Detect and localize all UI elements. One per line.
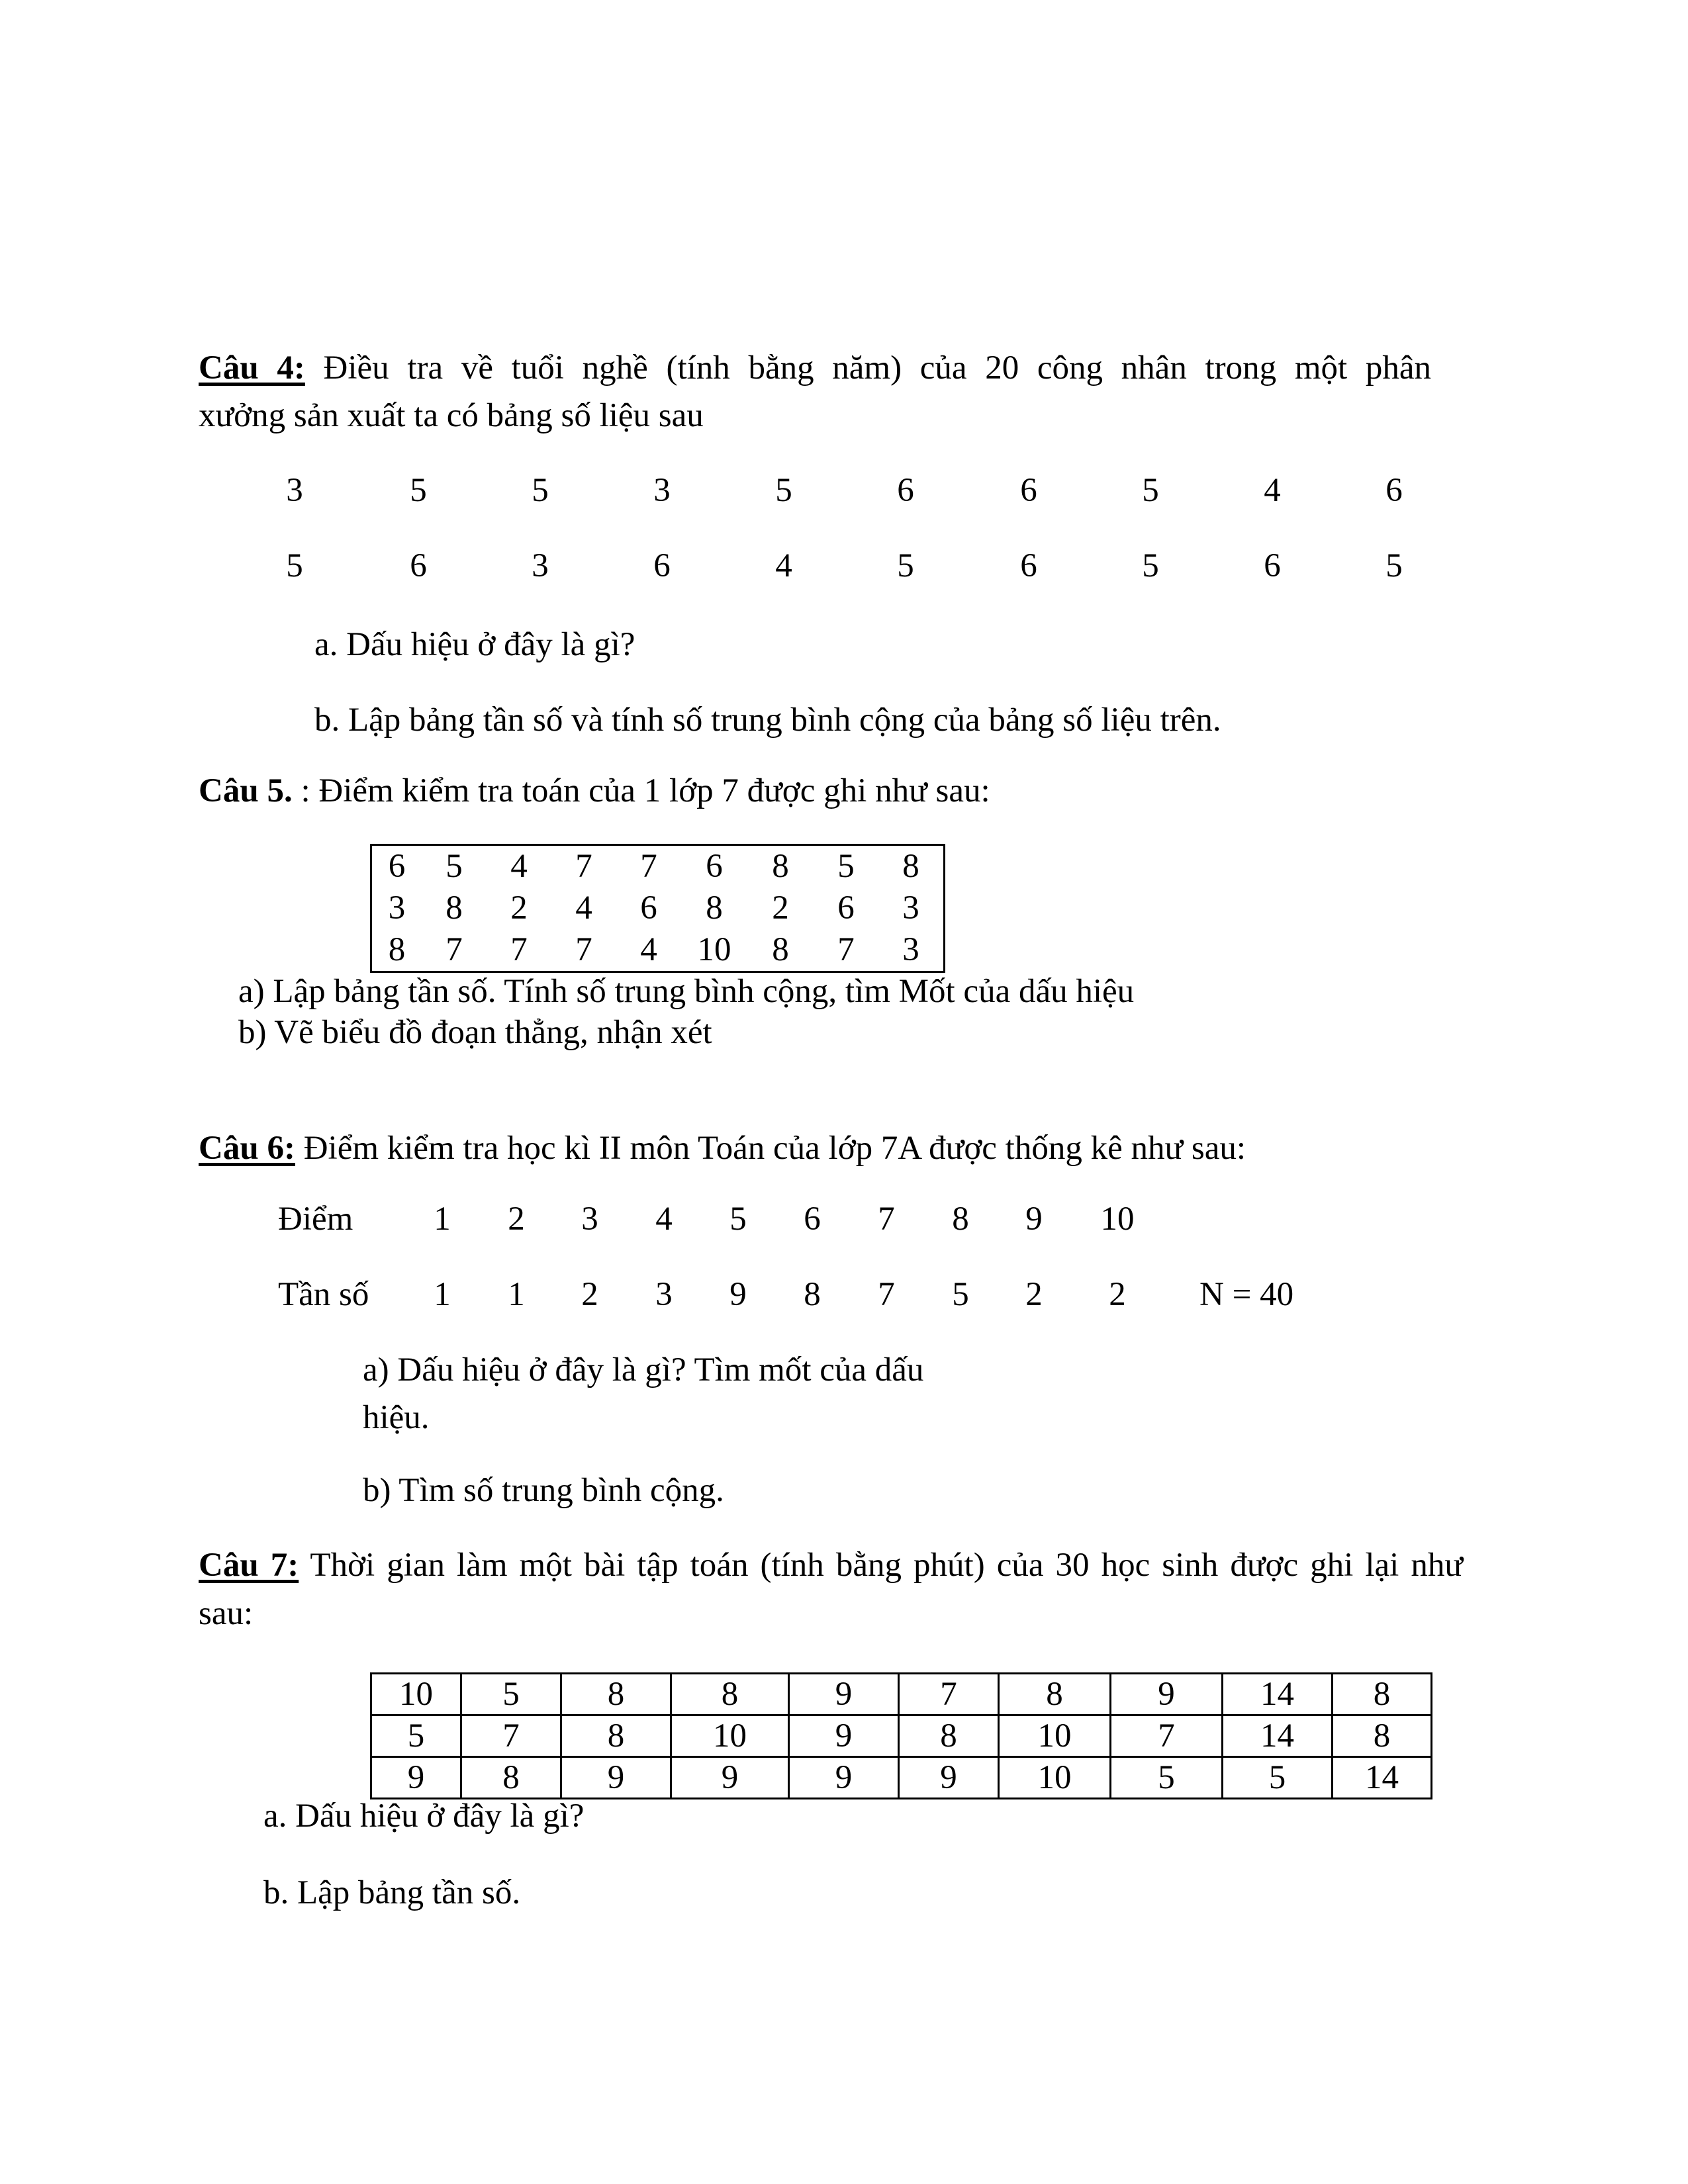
q7-table-cell: 9 [899, 1757, 999, 1799]
q7-table-cell: 8 [671, 1674, 789, 1715]
q7-table-row [371, 1757, 1432, 1799]
q7-table-cell: 8 [899, 1715, 999, 1757]
q6-score-value: 9 [1025, 1201, 1043, 1238]
q5-question-b: b) Vẽ biểu đồ đoạn thẳng, nhận xét [238, 1014, 712, 1051]
q5-table-cell: 6 [706, 848, 723, 885]
q4-value: 5 [410, 472, 427, 509]
q6-score-value: 4 [655, 1201, 673, 1238]
q6-total-n: N = 40 [1199, 1276, 1294, 1313]
q4-value: 5 [286, 547, 303, 584]
q5-table-cell: 7 [575, 848, 592, 885]
q4-value: 6 [1020, 547, 1037, 584]
q5-table-cell: 2 [510, 889, 528, 927]
q7-table-cell: 5 [1111, 1757, 1223, 1799]
q7-table-cell: 8 [999, 1674, 1111, 1715]
q6-text: Điểm kiểm tra học kì II môn Toán của lớp 7A được thống kê như sau: [295, 1130, 1246, 1167]
q7-line1 [199, 1545, 1463, 1586]
q7-table-cell: 5 [1223, 1757, 1333, 1799]
q7-question-a: a. Dấu hiệu ở đây là gì? [263, 1797, 585, 1835]
q7-table-cell: 9 [789, 1674, 899, 1715]
q7-table-cell: 8 [461, 1757, 561, 1799]
q7-table-cell: 8 [1333, 1715, 1432, 1757]
q5-table-cell: 8 [445, 889, 463, 927]
q7-table-cell: 9 [561, 1757, 671, 1799]
q7-table-cell: 14 [1223, 1674, 1333, 1715]
q5-heading [199, 771, 990, 811]
q6-question-b: b) Tìm số trung bình cộng. [363, 1472, 724, 1509]
q7-table-cell: 10 [999, 1757, 1111, 1799]
q6-heading [199, 1128, 1246, 1169]
q6-frequency-value: 7 [878, 1276, 895, 1313]
q6-row1-label: Điểm [278, 1201, 353, 1238]
q7-table-cell: 9 [789, 1757, 899, 1799]
q5-table-row [371, 887, 945, 929]
q7-table-cell: 10 [671, 1715, 789, 1757]
q6-frequency-value: 2 [1025, 1276, 1043, 1313]
q6-score-value: 7 [878, 1201, 895, 1238]
q5-table-cell: 8 [902, 848, 919, 885]
q7-table-cell: 9 [1111, 1674, 1223, 1715]
q6-score-value: 10 [1100, 1201, 1135, 1238]
q4-value: 5 [1142, 472, 1159, 509]
q4-value: 6 [897, 472, 914, 509]
q5-table-cell: 4 [640, 931, 657, 968]
q5-table-cell: 7 [445, 931, 463, 968]
q7-table-cell: 10 [999, 1715, 1111, 1757]
q4-value: 4 [775, 547, 792, 584]
q4-value: 5 [1385, 547, 1403, 584]
q7-table-row [371, 1715, 1432, 1757]
q5-table-cell: 4 [575, 889, 592, 927]
q5-table-row [371, 845, 945, 888]
q6-score-value: 2 [508, 1201, 525, 1238]
q4-value: 6 [653, 547, 671, 584]
q4-value: 3 [653, 472, 671, 509]
q6-question-a-line2: hiệu. [363, 1399, 430, 1436]
q7-table-cell: 7 [899, 1674, 999, 1715]
q5-table-cell: 7 [837, 931, 855, 968]
q5-table-cell: 10 [697, 931, 731, 968]
q6-frequency-value: 2 [1109, 1276, 1126, 1313]
q4-value: 6 [410, 547, 427, 584]
q6-question-a-line1: a) Dấu hiệu ở đây là gì? Tìm mốt của dấu [363, 1351, 924, 1388]
q6-frequency-value: 1 [508, 1276, 525, 1313]
q4-question-a: a. Dấu hiệu ở đây là gì? [314, 626, 635, 663]
q5-score-table [370, 844, 945, 973]
q7-label: Câu 7: [199, 1547, 299, 1584]
q4-value: 6 [1020, 472, 1037, 509]
q5-table-cell: 3 [902, 889, 919, 927]
q5-table-cell: 3 [902, 931, 919, 968]
q5-table-cell: 3 [388, 889, 406, 927]
q7-table-row [371, 1674, 1432, 1715]
q7-text1: Thời gian làm một bài tập toán (tính bằng phút) của 30 học sinh được ghi lại như [299, 1547, 1463, 1584]
q5-table-cell: 7 [640, 848, 657, 885]
q4-value: 5 [1142, 547, 1159, 584]
q6-frequency-value: 1 [434, 1276, 451, 1313]
q7-text2: sau: [199, 1595, 254, 1632]
q4-value: 5 [775, 472, 792, 509]
q6-frequency-value: 8 [804, 1276, 821, 1313]
q7-table-cell: 8 [561, 1715, 671, 1757]
q5-table-cell: 8 [388, 931, 406, 968]
q6-score-value: 3 [581, 1201, 598, 1238]
q7-table-cell: 8 [1333, 1674, 1432, 1715]
q7-table-cell: 5 [371, 1715, 461, 1757]
q5-table-cell: 6 [388, 848, 406, 885]
q5-table-cell: 6 [837, 889, 855, 927]
q4-value: 6 [1264, 547, 1281, 584]
q6-score-value: 8 [952, 1201, 969, 1238]
q7-table-cell: 14 [1333, 1757, 1432, 1799]
q4-value: 4 [1264, 472, 1281, 509]
q4-line1 [199, 348, 1431, 388]
q6-score-value: 6 [804, 1201, 821, 1238]
q4-value: 3 [532, 547, 549, 584]
q4-question-b: b. Lập bảng tần số và tính số trung bình cộng của bảng số liệu trên. [314, 702, 1221, 739]
q7-table-cell: 14 [1223, 1715, 1333, 1757]
q6-row2-label: Tần số [278, 1276, 369, 1313]
q5-table-cell: 7 [575, 931, 592, 968]
q5-table-cell: 7 [510, 931, 528, 968]
q6-score-value: 1 [434, 1201, 451, 1238]
q7-question-b: b. Lập bảng tần số. [263, 1874, 521, 1911]
q5-table-row [371, 929, 945, 972]
q4-label: Câu 4: [199, 349, 305, 387]
q7-time-table [370, 1672, 1432, 1799]
q7-table-cell: 7 [461, 1715, 561, 1757]
q5-table-cell: 5 [837, 848, 855, 885]
q7-table-cell: 5 [461, 1674, 561, 1715]
q5-table-cell: 8 [772, 931, 789, 968]
q4-value: 3 [286, 472, 303, 509]
q6-frequency-value: 9 [729, 1276, 747, 1313]
q5-table-cell: 4 [510, 848, 528, 885]
q6-score-value: 5 [729, 1201, 747, 1238]
q4-value: 5 [897, 547, 914, 584]
q5-question-a: a) Lập bảng tần số. Tính số trung bình cộng, tìm Mốt của dấu hiệu [238, 973, 1135, 1010]
q5-table-cell: 2 [772, 889, 789, 927]
q5-table-cell: 6 [640, 889, 657, 927]
q5-table-cell: 8 [706, 889, 723, 927]
q7-table-cell: 9 [789, 1715, 899, 1757]
q6-frequency-value: 5 [952, 1276, 969, 1313]
q4-value: 6 [1385, 472, 1403, 509]
q7-table-cell: 9 [371, 1757, 461, 1799]
q4-value: 5 [532, 472, 549, 509]
q7-table-cell: 9 [671, 1757, 789, 1799]
q7-table-cell: 10 [371, 1674, 461, 1715]
q4-text1: Điều tra về tuổi nghề (tính bằng năm) của 20 công nhân trong một phân [305, 349, 1431, 387]
q7-table-cell: 8 [561, 1674, 671, 1715]
q6-frequency-value: 2 [581, 1276, 598, 1313]
q6-frequency-value: 3 [655, 1276, 673, 1313]
q5-label: Câu 5. [199, 772, 293, 809]
q5-table-cell: 8 [772, 848, 789, 885]
q5-table-cell: 5 [445, 848, 463, 885]
q7-table-cell: 7 [1111, 1715, 1223, 1757]
q4-text2: xưởng sản xuất ta có bảng số liệu sau [199, 397, 704, 434]
q5-text: : Điểm kiểm tra toán của 1 lớp 7 được ghi như sau: [292, 772, 990, 809]
q6-label: Câu 6: [199, 1130, 295, 1167]
